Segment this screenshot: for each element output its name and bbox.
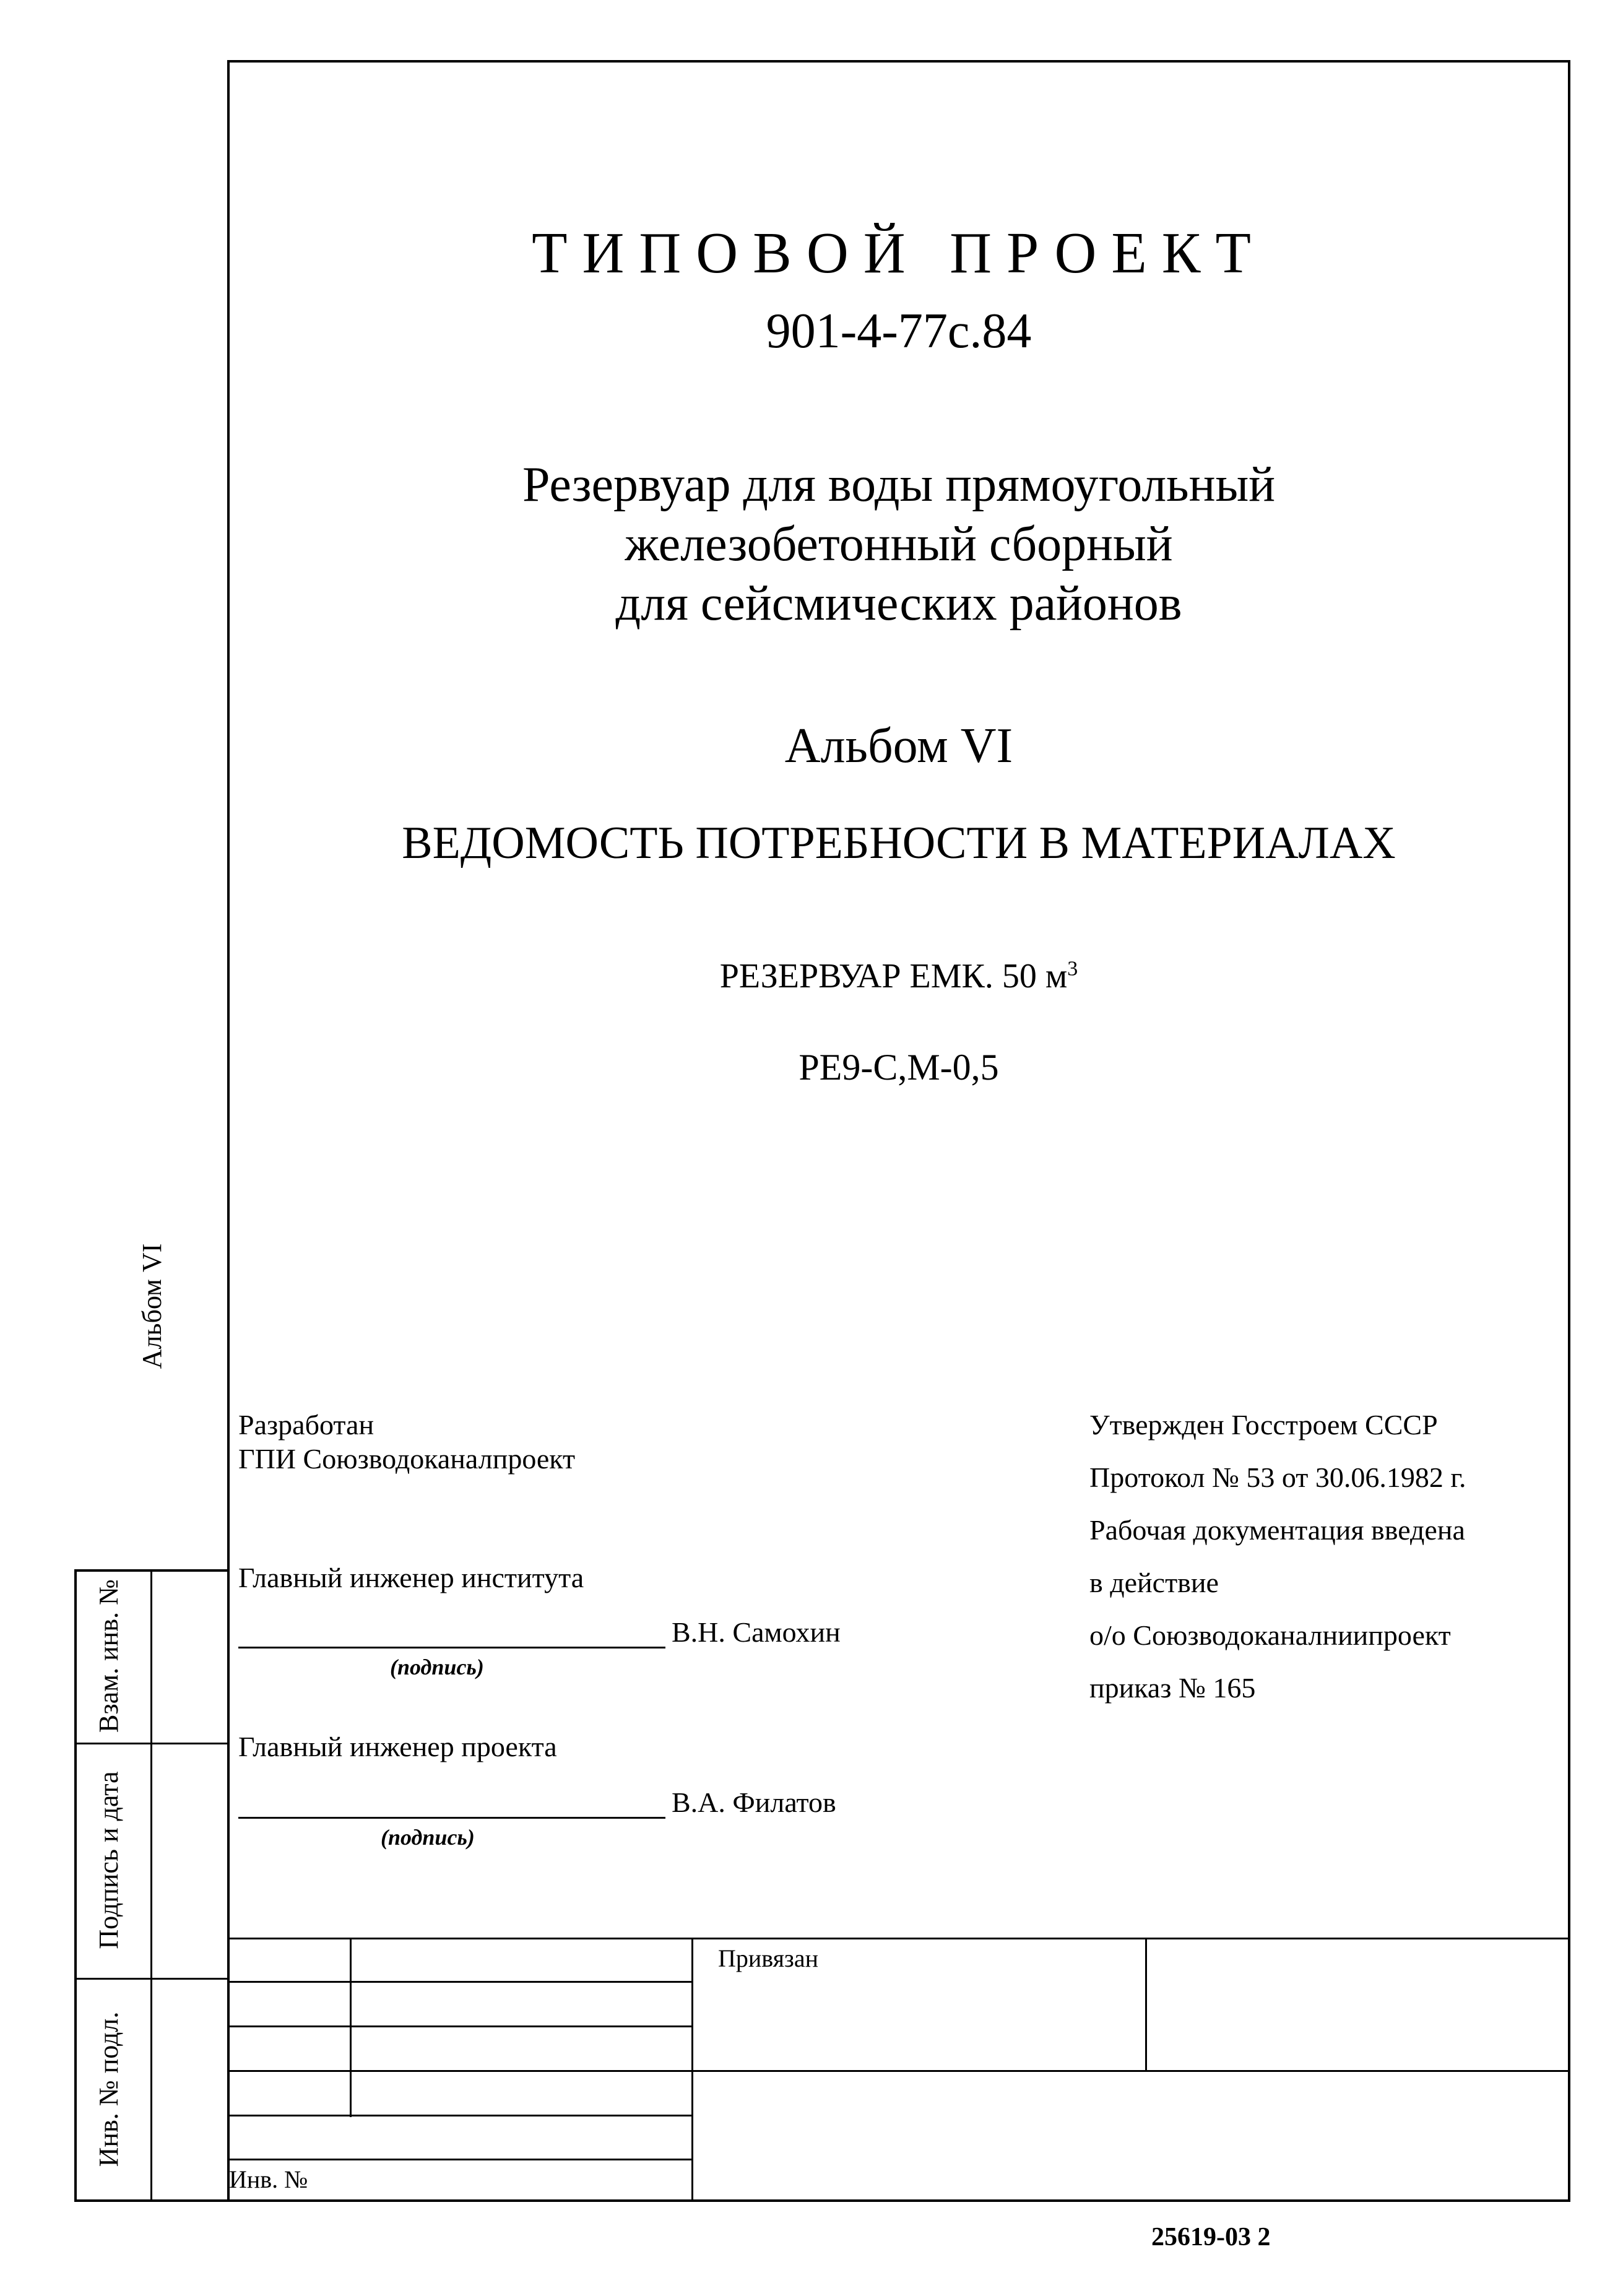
stamp-row-1	[227, 1981, 693, 1983]
signature-line-1	[238, 1647, 665, 1648]
chief-project-name: В.А. Филатов	[672, 1787, 836, 1818]
reservoir-superscript: 3	[1067, 957, 1078, 981]
chief-institute-label: Главный инженер института	[238, 1562, 584, 1593]
stamp-row-right	[691, 2070, 1570, 2072]
side-inv-label: Инв. № подл.	[93, 2011, 124, 2167]
signature-line-2	[238, 1817, 665, 1819]
project-code: 901-4-77с.84	[766, 304, 1032, 358]
side-row-line-2	[74, 1978, 229, 1980]
subtitle-line-1: Резервуар для воды прямоугольный	[522, 457, 1276, 512]
approval-line-6: приказ № 165	[1089, 1672, 1256, 1704]
inv-no-label: Инв. №	[229, 2165, 308, 2193]
reservoir-text: РЕЗЕРВУАР ЕМК. 50 м	[719, 957, 1068, 995]
approval-line-3: Рабочая документация введена	[1089, 1514, 1465, 1546]
stamp-col-3	[1145, 1938, 1147, 2071]
stamp-top-line	[227, 1938, 1570, 1939]
subtitle-line-2: железобетонный сборный	[625, 517, 1173, 571]
side-vzam-label: Взам. инв. №	[93, 1579, 124, 1733]
approval-line-5: о/о Союзводоканалниипроект	[1089, 1619, 1451, 1651]
stamp-row-3	[227, 2070, 693, 2072]
side-podpis-label: Подпись и дата	[93, 1771, 124, 1949]
page-frame	[227, 60, 1570, 2202]
stamp-row-5	[227, 2159, 693, 2160]
approval-line-1: Утвержден Госстроем СССР	[1089, 1409, 1438, 1440]
approval-line-2: Протокол № 53 от 30.06.1982 г.	[1089, 1462, 1466, 1493]
chief-institute-name: В.Н. Самохин	[672, 1616, 841, 1648]
signature-hint-2: (подпись)	[381, 1825, 475, 1850]
title-main: ТИПОВОЙ ПРОЕКТ	[532, 221, 1266, 285]
reservoir-title	[227, 956, 1570, 996]
chief-project-label: Главный инженер проекта	[238, 1731, 557, 1762]
document-number: 25619-03 2	[1151, 2223, 1271, 2251]
side-album-label: Альбом VI	[137, 1243, 167, 1369]
approval-line-4: в действие	[1089, 1567, 1219, 1598]
stamp-col-1	[350, 1938, 352, 2117]
signature-hint-1: (подпись)	[390, 1655, 484, 1679]
developer-line-1: Разработан	[238, 1409, 374, 1440]
stamp-row-4	[227, 2115, 693, 2116]
subtitle-line-3: для сейсмических районов	[615, 576, 1182, 631]
stamp-row-2	[227, 2025, 693, 2027]
section-title: ВЕДОМОСТЬ ПОТРЕБНОСТИ В МАТЕРИАЛАХ	[402, 818, 1396, 869]
developer-line-2: ГПИ Союзводоканалпроект	[238, 1443, 576, 1475]
reservoir-mark: РЕ9-С,М-0,5	[799, 1047, 999, 1088]
album-title: Альбом VI	[784, 719, 1013, 773]
privyazan-label: Привязан	[718, 1944, 819, 1972]
side-divider	[150, 1569, 152, 2202]
